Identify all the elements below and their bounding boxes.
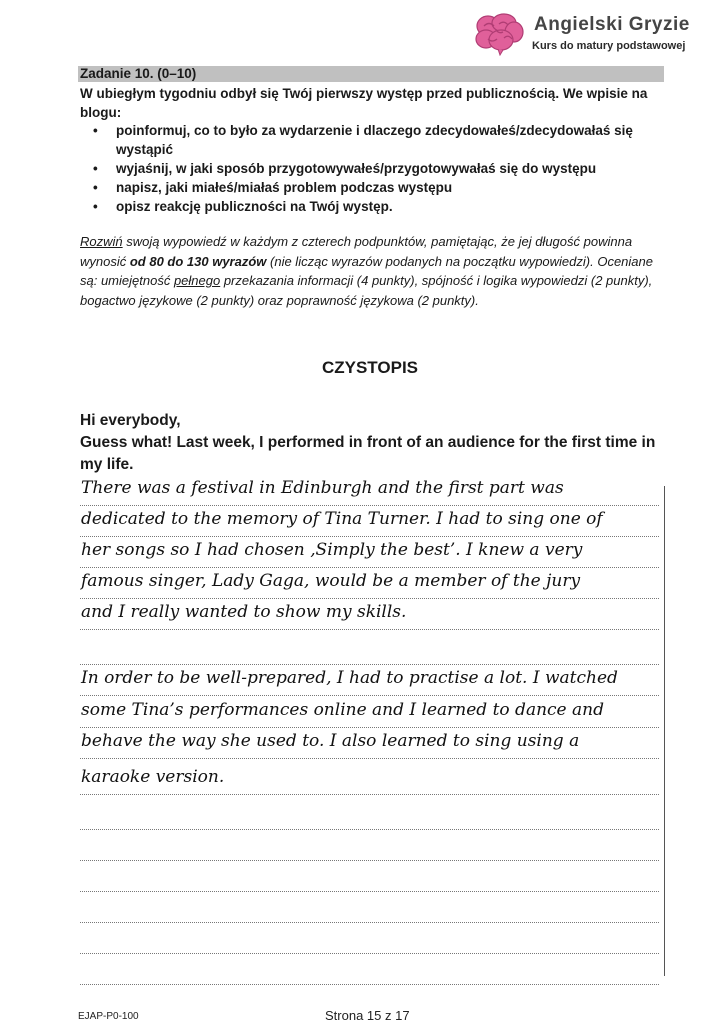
handwriting-line xyxy=(80,891,659,923)
brain-icon xyxy=(474,12,524,56)
logo-subtitle: Kurs do matury podstawowej xyxy=(532,40,686,52)
handwriting-line xyxy=(80,798,659,830)
greeting-line: Hi everybody, xyxy=(80,412,181,429)
task-title: Zadanie 10. (0–10) xyxy=(80,66,197,81)
instructions-part: pełnego xyxy=(173,273,221,288)
handwriting-line xyxy=(80,829,659,861)
handwriting-line: some Tina’s performances online and I learned to dance and xyxy=(80,696,659,728)
task-intro: W ubiegłym tygodniu odbył się Twój pierwszy występ przed publicznością. We wpisie na blogu: xyxy=(80,86,648,120)
greeting xyxy=(80,410,670,476)
instructions-part: (nie licząc wyrazów podanych na początku wypowiedzi). Oceniane są: umiejętność xyxy=(80,253,653,288)
instructions-part: przekazania informacji (4 punkty), spójność i logika wypowiedzi (2 punkty), bogactwo językowe (2 punkty) oraz poprawność językowa (2 punkty). xyxy=(80,273,653,308)
word-count-requirement: od 80 do 130 wyrazów xyxy=(129,253,267,269)
task-bullet: • opisz reakcję publiczności na Twój występ. xyxy=(80,197,664,216)
logo xyxy=(470,10,710,60)
task-bullet-list xyxy=(80,121,664,216)
instructions-part: Rozwiń xyxy=(80,234,123,249)
logo-title: Angielski Gryzie xyxy=(534,14,690,35)
task-bullet: • poinformuj, co to było za wydarzenie i dlaczego zdecydowałeś/zdecydowałaś się wystąpić xyxy=(80,121,664,159)
handwriting-line: her songs so I had chosen ‚Simply the best’. I knew a very xyxy=(80,536,659,568)
greeting-line: Guess what! Last week, I performed in front of an audience for the first time in my life. xyxy=(80,434,656,473)
handwriting-line: dedicated to the memory of Tina Turner. I had to sing one of xyxy=(80,505,659,537)
page-heading: CZYSTOPIS xyxy=(321,358,419,377)
handwriting-line: and I really wanted to show my skills. xyxy=(80,598,659,630)
instructions-part: swoją wypowiedź w każdym z czterech podpunktów, pamiętając, że jej długość powinna wynosić xyxy=(80,234,633,269)
task-bullet: • wyjaśnij, w jaki sposób przygotowywałeś/przygotowywałaś się do występu xyxy=(80,159,664,178)
page-number: Strona 15 z 17 xyxy=(325,1008,410,1023)
handwriting-line: There was a festival in Edinburgh and the first part was xyxy=(80,474,659,506)
handwriting-line: behave the way she used to. I also learned to sing using a xyxy=(80,727,659,759)
task-bullet: • napisz, jaki miałeś/miałaś problem podczas występu xyxy=(80,178,664,197)
handwriting-line xyxy=(80,922,659,954)
handwriting-line xyxy=(80,860,659,892)
handwriting-line: famous singer, Lady Gaga, would be a member of the jury xyxy=(80,567,659,599)
document-code: EJAP-P0-100 xyxy=(78,1011,139,1022)
handwriting-line xyxy=(80,633,659,665)
instructions xyxy=(80,232,670,310)
handwriting-line: karaoke version. xyxy=(80,763,659,795)
handwriting-line xyxy=(80,953,659,985)
handwriting-line: In order to be well-prepared, I had to practise a lot. I watched xyxy=(80,664,659,696)
margin-line xyxy=(664,486,665,976)
